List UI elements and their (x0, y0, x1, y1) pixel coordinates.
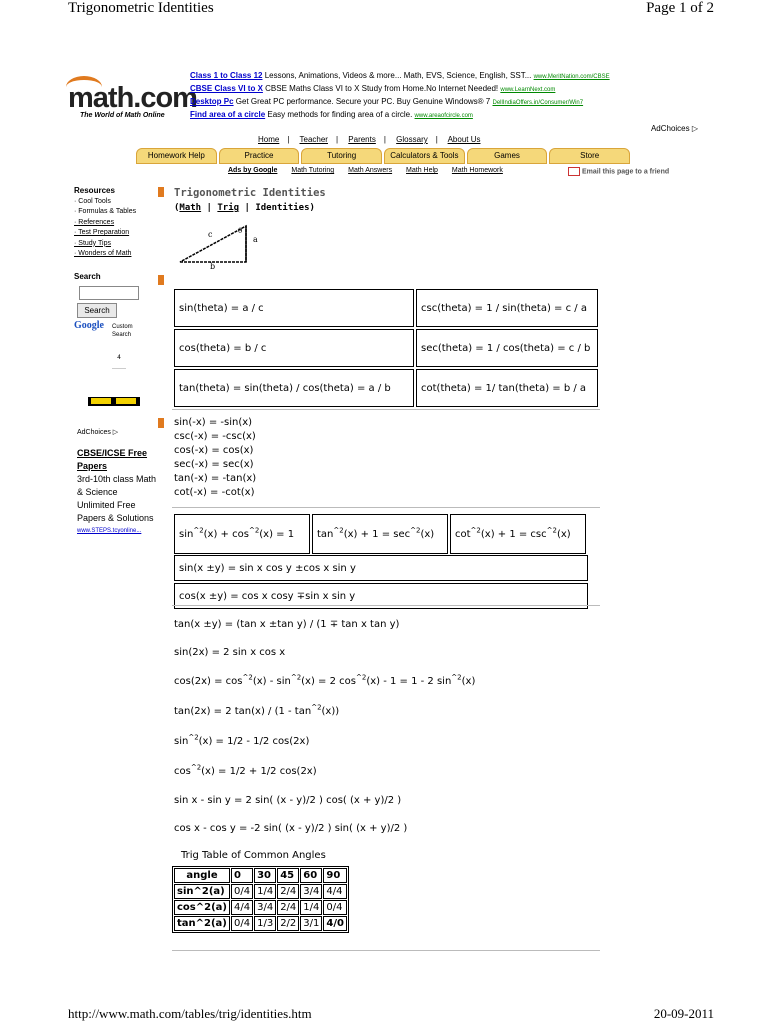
ad-line (190, 70, 610, 83)
row-label: tan^2(a) (174, 916, 230, 931)
nav-parents[interactable]: Parents (348, 135, 376, 144)
identity-line: sin(-x) = -sin(x) (174, 417, 253, 428)
table-cell: cos(theta) = b / c (174, 329, 414, 367)
crumb-current: Identities) (255, 203, 315, 213)
sum-difference-table (172, 553, 590, 611)
main-tabs (136, 148, 632, 162)
ad-line (190, 109, 610, 122)
table-cell: 4/0 (323, 916, 347, 931)
table-cell: 2/4 (277, 884, 299, 899)
logo-text: math.com (68, 82, 197, 114)
crumb-math[interactable]: Math (179, 203, 202, 213)
identity-cell: $\cot^{\^{}2}(x) + 1 = \csc^{\^{}2}(x)$ (450, 514, 586, 554)
formula-line: $\cos^{\^{}2}(x) = 1/2 + 1/2$ cos(2x) (174, 763, 317, 777)
subnav-link[interactable]: Math Tutoring (291, 167, 335, 174)
table-row (174, 514, 586, 554)
page-number: 4 (112, 354, 126, 369)
sidebar-ad (77, 426, 157, 538)
google-logo: Google (74, 320, 104, 331)
crumb-sep: | (201, 203, 218, 213)
ad-line (190, 83, 610, 96)
table-cell: 3/4 (300, 884, 322, 899)
sidebar-resources (74, 186, 154, 282)
promo-text: 3rd-10th class Math & Science Unlimited Free Papers & Solutions (77, 474, 157, 523)
tab-games[interactable]: Games (467, 148, 548, 164)
ad-url[interactable]: www.areaofcircle.com (414, 113, 473, 119)
google-custom-search-label: Custom Search (112, 324, 133, 338)
negative-angle-identities (174, 416, 256, 500)
identity-line: csc(-x) = -csc(x) (174, 431, 256, 442)
identity-line: cos(-x) = cos(x) (174, 445, 254, 456)
ad-text: Lessons, Animations, Videos & more... Math, EVS, Science, English, SST... (262, 71, 534, 80)
badge-bar (91, 398, 111, 404)
pythagorean-table (172, 512, 588, 556)
sub-nav (228, 167, 515, 174)
resource-link[interactable]: · References (74, 218, 115, 226)
table-cell: 3/4 (254, 900, 276, 915)
table-cell: 1/4 (254, 884, 276, 899)
angle-table-caption: Trig Table of Common Angles (181, 850, 326, 861)
sidebar-adchoices[interactable]: AdChoices ▷ (77, 429, 119, 436)
table-cell: 0/4 (231, 916, 253, 931)
divider (172, 409, 600, 410)
table-cell: sec(theta) = 1 / cos(theta) = c / b (416, 329, 598, 367)
nav-about-us[interactable]: About Us (447, 135, 481, 144)
formula-line: cos x - cos y = -2 sin( (x - y)/2 ) sin( (x + y)/2 ) (174, 823, 408, 834)
table-header-row (174, 868, 347, 883)
identity-cell: $\sin^{\^{}2}(x) + \cos^{\^{}2}(x) = 1$ (174, 514, 310, 554)
table-cell: 3/1 (300, 916, 322, 931)
ad-url[interactable]: DellIndiaOffers.in/Consumer/Win7 (492, 100, 584, 106)
formula-line: sin x - sin y = 2 sin( (x - y)/2 ) cos( (x + y)/2 ) (174, 795, 402, 806)
side-c-label: c (208, 230, 213, 239)
identity-cell: sin(x ±y) = sin x cos y ±cos x sin y (174, 555, 588, 581)
column-header: 30 (254, 868, 276, 883)
page-title: Trigonometric Identities (174, 187, 326, 199)
divider (172, 507, 600, 508)
subnav-link[interactable]: Math Homework (451, 167, 503, 174)
table-cell: 1/4 (300, 900, 322, 915)
resource-link[interactable]: · Cool Tools (74, 197, 111, 205)
identity-line: sec(-x) = sec(x) (174, 459, 254, 470)
resource-link[interactable]: · Wonders of Math (74, 250, 132, 257)
print-footer-date: 20-09-2011 (653, 1006, 714, 1021)
ad-block (190, 70, 610, 122)
table-row (174, 329, 598, 367)
ad-url[interactable]: www.MeritNation.com/CBSE (533, 74, 610, 80)
flag-icon (158, 418, 164, 428)
print-footer-url: http://www.math.com/tables/trig/identities.htm (68, 1006, 312, 1021)
resource-link[interactable]: · Formulas & Tables (74, 208, 137, 215)
column-header: 0 (231, 868, 253, 883)
email-page-label: Email this page to a friend (582, 168, 670, 176)
tab-calculators-tools[interactable]: Calculators & Tools (384, 148, 465, 164)
tab-tutoring[interactable]: Tutoring (301, 148, 382, 164)
logo-tagline: The World of Math Online (80, 112, 165, 119)
ad-link[interactable]: Class 1 to Class 12 (190, 71, 263, 80)
identity-cell: cos(x ±y) = cos x cosy ∓sin x sin y (174, 583, 588, 609)
table-cell: 4/4 (323, 884, 347, 899)
search-input[interactable] (79, 286, 139, 300)
table-row (174, 900, 347, 915)
table-row (174, 884, 347, 899)
column-header: 45 (277, 868, 299, 883)
row-label: cos^2(a) (174, 900, 230, 915)
tab-store[interactable]: Store (549, 148, 630, 164)
table-cell: tan(theta) = sin(theta) / cos(theta) = a / b (174, 369, 414, 407)
formula-line: $\sin^{\^{}2}(x) = 1/2 - 1/2$ cos(2x) (174, 733, 310, 747)
print-header-title: Trigonometric Identities (68, 0, 214, 16)
subnav-link[interactable]: Math Answers (348, 167, 393, 174)
identity-line: tan(-x) = -tan(x) (174, 473, 257, 484)
column-header: 90 (323, 868, 347, 883)
table-row (174, 369, 598, 407)
table-cell: 4/4 (231, 900, 253, 915)
right-triangle-diagram (174, 220, 264, 270)
side-a-label: a (253, 235, 258, 244)
nav-home[interactable]: Home (258, 135, 280, 144)
ad-text: Easy methods for finding area of a circle. (265, 110, 415, 119)
promo-title[interactable]: CBSE/ICSE Free Papers (77, 448, 148, 471)
flag-icon (158, 275, 164, 285)
crumb-open: ( (174, 203, 180, 213)
promo-url[interactable]: www.STEPS.tcyonline... (77, 528, 142, 534)
table-cell: 0/4 (231, 884, 253, 899)
ad-link[interactable]: Desktop Pc (190, 97, 234, 106)
search-button[interactable]: Search (77, 303, 117, 318)
ad-link[interactable]: CBSE Class VI to X (190, 84, 263, 93)
formula-line: tan(x ±y) = (tan x ±tan y) / (1 ∓ tan x tan y) (174, 619, 400, 630)
nav-glossary[interactable]: Glossary (396, 135, 428, 144)
formula-line: sin(2x) = 2 sin x cos x (174, 647, 286, 658)
tab-practice[interactable]: Practice (219, 148, 300, 164)
crumb-trig[interactable]: Trig (217, 203, 240, 213)
table-cell: 2/4 (277, 900, 299, 915)
identity-cell: $\tan^{\^{}2}(x) + 1 = \sec^{\^{}2}(x)$ (312, 514, 448, 554)
divider (172, 605, 600, 606)
divider (172, 950, 600, 951)
formula-line: tan(2x) = 2 $\tan(x) / (1 - \tan^{\^{}2}(x))$ (174, 703, 340, 717)
email-page-link[interactable] (568, 167, 669, 176)
table-cell: cot(theta) = 1/ tan(theta) = b / a (416, 369, 598, 407)
ad-text: Get Great PC performance. Secure your PC. Buy Genuine Windows® 7 (233, 97, 493, 106)
table-cell: csc(theta) = 1 / sin(theta) = c / a (416, 289, 598, 327)
table-row (174, 289, 598, 327)
common-angles-table (172, 866, 349, 933)
search-heading: Search (74, 271, 101, 281)
side-b-label: b (210, 262, 216, 270)
identity-line: cot(-x) = -cot(x) (174, 487, 255, 498)
table-row (174, 916, 347, 931)
ads-by-google-link[interactable]: Ads by Google (228, 167, 278, 174)
crumb-sep: | (239, 203, 256, 213)
table-row (174, 555, 588, 581)
print-header-page: Page 1 of 2 (646, 0, 714, 16)
column-header: angle (174, 868, 230, 883)
site-logo[interactable] (68, 84, 197, 119)
top-nav: Home | Teacher | Parents | Glossary | About Us (258, 135, 481, 144)
breadcrumb (174, 203, 315, 213)
basic-identities-table (172, 287, 600, 409)
theta-label: θ (238, 227, 243, 235)
envelope-icon (568, 167, 580, 176)
row-label: sin^2(a) (174, 884, 230, 899)
formula-line: $\cos(2x) = \cos^{\^{}2}(x) - \sin^{\^{}2}(x) = 2$ $\cos^{\^{}2}(x) - 1 = 1 - 2$ $\sin^{\^{}2}(x)$ (174, 673, 476, 687)
adchoices-link[interactable]: AdChoices ▷ (650, 124, 698, 133)
tab-homework-help[interactable]: Homework Help (136, 148, 217, 164)
resource-link[interactable]: · Test Preparation (74, 229, 130, 236)
nav-teacher[interactable]: Teacher (299, 135, 328, 144)
ad-url[interactable]: www.LearnNext.com (500, 87, 556, 93)
resource-link[interactable]: · Study Tips (74, 239, 111, 247)
table-cell: sin(theta) = a / c (174, 289, 414, 327)
math-joke-badge[interactable] (88, 397, 140, 406)
ad-line (190, 96, 610, 109)
table-cell: 0/4 (323, 900, 347, 915)
subnav-link[interactable]: Math Help (406, 167, 438, 174)
logo-arc-icon (66, 76, 102, 98)
badge-bar (116, 398, 136, 404)
table-cell: 2/2 (277, 916, 299, 931)
ad-text: CBSE Maths Class VI to X Study from Home.No Internet Needed! (262, 84, 501, 93)
ad-link[interactable]: Find area of a circle (190, 110, 266, 119)
flag-icon (158, 187, 164, 197)
column-header: 60 (300, 868, 322, 883)
resources-heading: Resources (74, 186, 115, 195)
table-cell: 1/3 (254, 916, 276, 931)
